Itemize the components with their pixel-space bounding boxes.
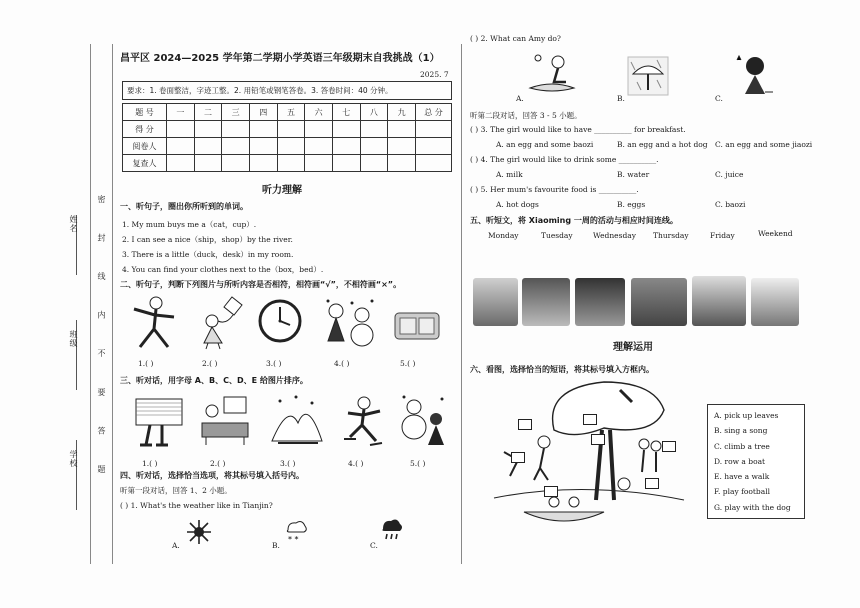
- clock-icon: [258, 297, 304, 347]
- boy-fishing-icon: [526, 52, 578, 96]
- score-cell[interactable]: [167, 155, 195, 172]
- row-label: 得 分: [123, 121, 167, 138]
- seal-line-text: 密 封 线 内 不 要 答 题: [97, 195, 106, 487]
- phrase-option: G. play with the dog: [714, 502, 791, 512]
- score-cell[interactable]: [194, 155, 222, 172]
- score-cell[interactable]: [360, 138, 388, 155]
- exam-date: 2025. 7: [420, 70, 449, 79]
- score-header: 九: [388, 104, 416, 121]
- day-weekend[interactable]: Weekend: [758, 229, 793, 238]
- answer-box[interactable]: [645, 478, 659, 489]
- score-cell[interactable]: [416, 121, 452, 138]
- row-label: 复查人: [123, 155, 167, 172]
- score-cell[interactable]: [388, 138, 416, 155]
- snowman-icon: [398, 393, 450, 448]
- score-cell[interactable]: [249, 138, 277, 155]
- score-table: [122, 103, 452, 172]
- class-label: 班级: [69, 330, 78, 348]
- listening-heading: 听力理解: [262, 185, 302, 196]
- score-cell[interactable]: [360, 155, 388, 172]
- score-header: 总 分: [416, 104, 452, 121]
- score-cell[interactable]: [332, 138, 360, 155]
- score-cell[interactable]: [388, 121, 416, 138]
- table-row: [123, 155, 452, 172]
- lunchbox-icon: [392, 305, 442, 345]
- snow-cloud-icon: [284, 518, 308, 544]
- score-header: 二: [194, 104, 222, 121]
- q1-option-c[interactable]: C.: [370, 541, 378, 550]
- score-cell[interactable]: [416, 138, 452, 155]
- answer-box[interactable]: [662, 441, 676, 452]
- score-header: 六: [305, 104, 333, 121]
- part1-item[interactable]: 3. There is a little（duck，desk）in my room.: [122, 250, 294, 259]
- skater-icon: [340, 393, 390, 448]
- exam-notice: 要求：1. 卷面整洁，字迹工整。2. 用铅笔或钢笔答卷。3. 答卷时间：40 分钟。: [122, 81, 452, 100]
- activity-picture[interactable]: [522, 278, 570, 326]
- q3-stem: ( ) 3. The girl would like to have __________ for breakfast.: [470, 125, 686, 134]
- q4-stem: ( ) 4. The girl would like to drink some __________.: [470, 155, 659, 164]
- day-friday[interactable]: Friday: [710, 231, 735, 240]
- part3-answer-4[interactable]: 4.( ): [348, 459, 364, 468]
- activity-picture[interactable]: [575, 278, 625, 326]
- part3-answer-2[interactable]: 2.( ): [210, 459, 226, 468]
- q5-option-b[interactable]: B. eggs: [617, 200, 646, 209]
- answer-box[interactable]: [544, 486, 558, 497]
- part2-answer-5[interactable]: 5.( ): [400, 359, 416, 368]
- part1-title: 一、听句子，圈出你所听到的单词。: [120, 202, 248, 211]
- score-cell[interactable]: [277, 138, 305, 155]
- answer-box[interactable]: [511, 452, 525, 463]
- row-label: 阅卷人: [123, 138, 167, 155]
- phrase-option: B. sing a song: [714, 426, 768, 436]
- score-header: 八: [360, 104, 388, 121]
- score-cell[interactable]: [305, 155, 333, 172]
- umbrella-icon: [627, 56, 669, 96]
- part2-title: 二、听句子，判断下列图片与所听内容是否相符，相符画“√”，不相符画“×”。: [120, 280, 402, 289]
- part2-answer-4[interactable]: 4.( ): [334, 359, 350, 368]
- score-cell[interactable]: [360, 121, 388, 138]
- desk-computer-icon: [198, 393, 252, 448]
- q2-option-c[interactable]: C.: [715, 94, 723, 103]
- score-cell[interactable]: [388, 155, 416, 172]
- q1-stem: ( ) 1. What's the weather like in Tianjin?: [120, 501, 273, 510]
- score-cell[interactable]: [277, 121, 305, 138]
- q3-option-c[interactable]: C. an egg and some jiaozi: [715, 140, 813, 149]
- score-cell[interactable]: [332, 121, 360, 138]
- day-tuesday[interactable]: Tuesday: [541, 231, 573, 240]
- score-header: 七: [332, 104, 360, 121]
- phrase-option: F. play football: [714, 487, 770, 497]
- seal-line: [90, 44, 91, 564]
- girl-stars-icon: [731, 52, 773, 98]
- part2-answer-1[interactable]: 1.( ): [138, 359, 154, 368]
- score-cell[interactable]: [167, 121, 195, 138]
- score-header: 四: [249, 104, 277, 121]
- q4-option-c[interactable]: C. juice: [715, 170, 744, 179]
- score-header: 三: [222, 104, 250, 121]
- usage-heading: 理解运用: [613, 342, 653, 353]
- phrase-option: E. have a walk: [714, 472, 770, 482]
- q2-stem: ( ) 2. What can Amy do?: [470, 34, 561, 43]
- q4-option-b[interactable]: B. water: [617, 170, 650, 179]
- q4-option-a[interactable]: A. milk: [496, 170, 523, 179]
- rain-cloud-icon: [380, 517, 404, 543]
- activity-picture[interactable]: [631, 278, 687, 326]
- q1-option-b[interactable]: B.: [272, 541, 280, 550]
- score-cell[interactable]: [305, 121, 333, 138]
- score-cell[interactable]: [194, 138, 222, 155]
- day-monday[interactable]: Monday: [488, 231, 519, 240]
- score-cell[interactable]: [277, 155, 305, 172]
- score-header: 题 号: [123, 104, 167, 121]
- kite-girl-icon: [196, 295, 246, 350]
- kungfu-icon: [128, 295, 180, 350]
- activity-picture[interactable]: [692, 276, 746, 326]
- score-cell[interactable]: [416, 155, 452, 172]
- snow-kids-icon: [322, 297, 378, 349]
- phrase-options-box: [707, 404, 805, 519]
- part3-title: 三、听对话，用字母 A、B、C、D、E 给图片排序。: [120, 376, 308, 385]
- part3-answer-1[interactable]: 1.( ): [142, 459, 158, 468]
- score-cell[interactable]: [222, 121, 250, 138]
- day-thursday[interactable]: Thursday: [653, 231, 689, 240]
- part1-item[interactable]: 4. You can find your clothes next to the（box，bed）.: [122, 265, 324, 274]
- q5-option-c[interactable]: C. baozi: [715, 200, 746, 209]
- q5-stem: ( ) 5. Her mum's favourite food is __________.: [470, 185, 639, 194]
- exam-title: 昌平区 2024—2025 学年第二学期小学英语三年级期末自我挑战（1）: [120, 53, 440, 64]
- q5-option-a[interactable]: A. hot dogs: [496, 200, 539, 209]
- dialog2-instruction: 听第二段对话，回答 3 - 5 小题。: [470, 111, 582, 120]
- score-header: 一: [167, 104, 195, 121]
- score-header: 五: [277, 104, 305, 121]
- page-fold: [461, 44, 462, 564]
- svg-text:* *: * *: [288, 535, 299, 544]
- answer-box[interactable]: [518, 419, 532, 430]
- part6-title: 六、看图，选择恰当的短语，将其标号填入方框内。: [470, 365, 654, 374]
- q2-option-a[interactable]: A.: [516, 94, 524, 103]
- phrase-option: C. climb a tree: [714, 441, 770, 451]
- score-cell[interactable]: [194, 121, 222, 138]
- q3-option-b[interactable]: B. an egg and a hot dog: [617, 140, 708, 149]
- name-label: 姓名: [69, 215, 78, 233]
- score-cell[interactable]: [167, 138, 195, 155]
- score-cell[interactable]: [249, 155, 277, 172]
- part4-title: 四、听对话，选择恰当选项，将其标号填入括号内。: [120, 471, 304, 480]
- answer-box[interactable]: [583, 414, 597, 425]
- score-table-header: [123, 104, 452, 121]
- part3-answer-3[interactable]: 3.( ): [280, 459, 296, 468]
- table-row: [123, 121, 452, 138]
- phrase-option: A. pick up leaves: [714, 411, 779, 420]
- phrase-option: D. row a boat: [714, 456, 766, 466]
- school-label: 学校: [69, 450, 78, 468]
- activity-picture[interactable]: [473, 278, 518, 326]
- part3-answer-5[interactable]: 5.( ): [410, 459, 426, 468]
- score-cell[interactable]: [249, 121, 277, 138]
- score-cell[interactable]: [305, 138, 333, 155]
- score-cell[interactable]: [222, 138, 250, 155]
- answer-box[interactable]: [591, 434, 605, 445]
- snow-storm-icon: [268, 393, 326, 448]
- day-wednesday[interactable]: Wednesday: [593, 231, 636, 240]
- score-cell[interactable]: [222, 155, 250, 172]
- part2-answer-3[interactable]: 3.( ): [266, 359, 282, 368]
- dialog1-instruction: 听第一段对话，回答 1、2 小题。: [120, 486, 232, 495]
- q1-option-a[interactable]: A.: [172, 541, 180, 550]
- part1-item[interactable]: 2. I can see a nice（ship，shop）by the river.: [122, 235, 293, 244]
- q2-option-b[interactable]: B.: [617, 94, 625, 103]
- part2-answer-2[interactable]: 2.( ): [202, 359, 218, 368]
- activity-picture[interactable]: [751, 278, 799, 326]
- part1-item[interactable]: 1. My mum buys me a（cat，cup）.: [122, 220, 257, 229]
- table-row: [123, 138, 452, 155]
- q3-option-a[interactable]: A. an egg and some baozi: [496, 140, 594, 149]
- part5-title: 五、听短文，将 Xiaoming 一周的活动与相应时间连线。: [470, 216, 678, 225]
- seal-line-inner: [112, 44, 113, 564]
- score-cell[interactable]: [332, 155, 360, 172]
- sun-icon: [186, 519, 212, 545]
- bed-icon: [132, 393, 186, 448]
